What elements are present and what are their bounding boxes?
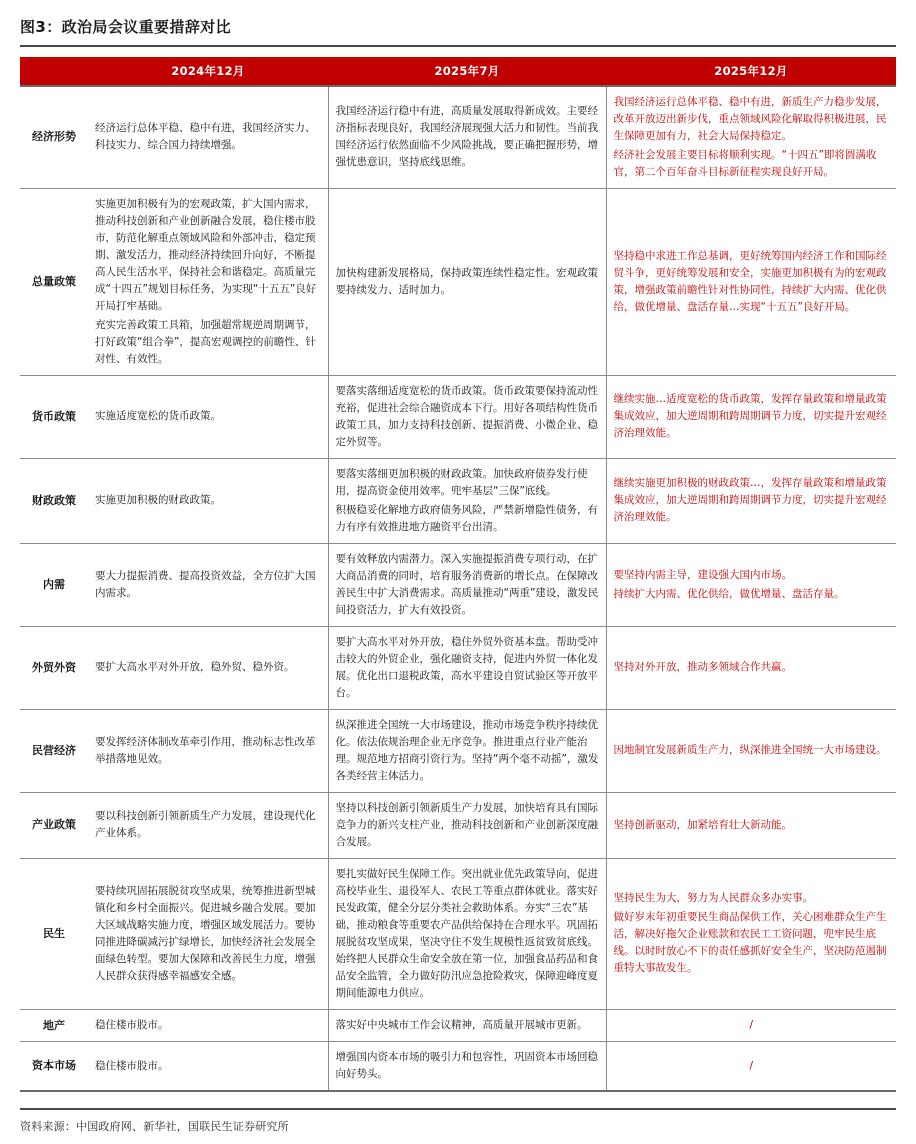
table-row	[20, 375, 896, 458]
cell-1-col3	[606, 188, 896, 375]
cell-paragraph: 坚持对外开放，推动多领域合作共赢。	[613, 661, 792, 673]
cell-paragraph: 实施适度宽松的货币政策。	[95, 410, 221, 422]
row-label-4: 内需	[20, 543, 88, 626]
cell-10-col1	[88, 1042, 328, 1092]
policy-comparison-table	[20, 57, 896, 1093]
cell-paragraph: /	[749, 1018, 754, 1031]
cell-paragraph: 加快构建新发展格局，保持政策连续性稳定性。宏观政策要持续发力、适时加力。	[335, 266, 598, 296]
cell-paragraph: 要发挥经济体制改革牵引作用，推动标志性改革举措落地见效。	[95, 735, 316, 765]
column-header-2025-12: 2025年12月	[606, 57, 896, 86]
cell-paragraph: 经济运行总体平稳、稳中有进，我国经济实力、科技实力、综合国力持续增强。	[95, 122, 316, 151]
cell-7-col3	[606, 792, 896, 858]
cell-paragraph: 要扩大高水平对外开放，稳外贸、稳外资。	[95, 661, 295, 673]
cell-5-col3	[606, 626, 896, 709]
cell-7-col1	[88, 792, 328, 858]
cell-0-col2	[328, 86, 606, 189]
row-label-0: 经济形势	[20, 86, 88, 189]
cell-paragraph: 继续实施更加积极的财政政策…，发挥存量政策和增量政策集成效应，加大逆周期和跨周期调节力度，切实提升宏观经济治理效能。	[613, 477, 887, 523]
cell-paragraph: 坚持创新驱动，加紧培育壮大新动能。	[613, 818, 792, 831]
row-label-9: 地产	[20, 1009, 88, 1042]
column-header-2025-07: 2025年7月	[328, 57, 606, 86]
cell-paragraph: 继续实施…适度宽松的货币政策，发挥存量政策和增量政策集成效应，加大逆周期和跨周期调节力度，切实提升宏观经济治理效能。	[613, 393, 887, 439]
cell-paragraph: 实施更加积极有为的宏观政策，扩大国内需求，推动科技创新和产业创新融合发展，稳住楼市股市，防范化解重点领域风险和外部冲击，稳定预期、激发活力，推动经济持续回升向好，不断提高人民生活水平，保持社会和谐稳定。高质量完成“十四五”规划目标任务，为实现“十五五”良好开局打牢基础。	[95, 197, 317, 312]
cell-3-col1	[88, 458, 328, 543]
row-label-5: 外贸外资	[20, 626, 88, 709]
cell-7-col2	[328, 792, 606, 858]
cell-paragraph: 稳住楼市股市。	[95, 1059, 169, 1072]
cell-paragraph: /	[749, 1059, 754, 1072]
cell-paragraph: 纵深推进全国统一大市场建设，推动市场竞争秩序持续优化。依法依规治理企业无序竞争。推进重点行业产能治理。规范地方招商引资行为。坚持“两个毫不动摇”，激发各类经营主体活力。	[335, 718, 599, 782]
cell-paragraph: 做好岁末年初重要民生商品保供工作，关心困难群众生产生活，解决好拖欠企业账款和农民工工资问题，兜牢民生底线。以时时放心不下的责任感抓好安全生产，坚决防范遏制重特大事故发生。	[613, 911, 887, 974]
table-row	[20, 86, 896, 189]
cell-0-col1	[88, 86, 328, 189]
cell-2-col2	[328, 375, 606, 458]
cell-8-col2	[328, 858, 606, 1009]
cell-6-col2	[328, 709, 606, 792]
table-header	[20, 57, 896, 86]
cell-3-col2	[328, 458, 606, 543]
cell-paragraph: 稳住楼市股市。	[95, 1018, 169, 1031]
source-note: 资料来源：中国政府网、新华社，国联民生证券研究所	[20, 1120, 289, 1134]
cell-10-col3	[606, 1042, 896, 1092]
row-label-10: 资本市场	[20, 1042, 88, 1092]
cell-5-col1	[88, 626, 328, 709]
cell-paragraph: 要有效释放内需潜力。深入实施提振消费专项行动，在扩大商品消费的同时，培育服务消费新的增长点。在保障改善民生中扩大消费需求。高质量推动“两重”建设，激发民间投资活力，扩大有效投资。	[335, 552, 599, 616]
cell-paragraph: 落实好中央城市工作会议精神，高质量开展城市更新。	[335, 1018, 588, 1031]
cell-4-col2	[328, 543, 606, 626]
table-body	[20, 86, 896, 1092]
cell-paragraph: 积极稳妥化解地方政府债务风险，严禁新增隐性债务，有力有序有效推进地方融资平台出清。	[335, 503, 598, 533]
page-title: 图3：政治局会议重要措辞对比	[20, 18, 232, 36]
cell-paragraph: 要落实落细更加积极的财政政策。加快政府债券发行使用，提高资金使用效率。兜牢基层“三保”底线。	[335, 467, 588, 497]
table-row	[20, 543, 896, 626]
cell-paragraph: 我国经济运行稳中有进，高质量发展取得新成效。主要经济指标表现良好，我国经济展现强大活力和韧性。当前我国经济运行依然面临不少风险挑战，要正确把握形势，增强忧患意识，坚持底线思维。	[335, 105, 598, 168]
column-header-2024-12: 2024年12月	[88, 57, 328, 86]
cell-paragraph: 要扎实做好民生保障工作。突出就业优先政策导向，促进高校毕业生、退役军人、农民工等重点群体就业。落实好民发政策，健全分层分类社会救助体系。夯实“三农”基础，推动粮食等重要农产品供给保持在合理水平。巩固拓展脱贫攻坚成果，坚决守住不发生规模性返贫致贫底线。始终把人民群众生命安全放在第一位，加强食品药品和食品安全监管，全力做好防汛应急抢险救灾，保障迎峰度夏期间能源电力供应。	[335, 867, 598, 999]
cell-paragraph: 实施更加积极的财政政策。	[95, 494, 221, 506]
cell-paragraph: 要扩大高水平对外开放，稳住外贸外资基本盘。帮助受冲击较大的外贸企业，强化融资支持，促进内外贸一体化发展。优化出口退税政策，高水平建设自贸试验区等开放平台。	[335, 635, 598, 699]
cell-9-col1	[88, 1009, 328, 1042]
cell-9-col2	[328, 1009, 606, 1042]
cell-2-col1	[88, 375, 328, 458]
cell-3-col3	[606, 458, 896, 543]
cell-4-col1	[88, 543, 328, 626]
table-row	[20, 626, 896, 709]
cell-10-col2	[328, 1042, 606, 1092]
table-row	[20, 1042, 896, 1092]
cell-6-col1	[88, 709, 328, 792]
table-header-row	[20, 57, 896, 86]
cell-1-col2	[328, 188, 606, 375]
column-header-label	[20, 57, 88, 86]
table-row	[20, 1009, 896, 1042]
row-label-8: 民生	[20, 858, 88, 1009]
cell-paragraph: 要大力提振消费、提高投资效益，全方位扩大国内需求。	[95, 569, 316, 599]
table-row	[20, 458, 896, 543]
cell-5-col2	[328, 626, 606, 709]
row-label-2: 货币政策	[20, 375, 88, 458]
cell-paragraph: 坚持以科技创新引领新质生产力发展，加快培育具有国际竞争力的新兴支柱产业，推动科技创新和产业创新深度融合发展。	[335, 801, 598, 848]
cell-8-col3	[606, 858, 896, 1009]
cell-1-col1	[88, 188, 328, 375]
cell-4-col3	[606, 543, 896, 626]
figure-title-block	[20, 14, 896, 47]
cell-paragraph: 要落实落细适度宽松的货币政策。货币政策要保持流动性充裕，促进社会综合融资成本下行。用好各项结构性货币政策工具，加力支持科技创新、提振消费、小微企业、稳定外贸等。	[335, 384, 598, 448]
row-label-6: 民营经济	[20, 709, 88, 792]
row-label-7: 产业政策	[20, 792, 88, 858]
cell-paragraph: 因地制宜发展新质生产力，纵深推进全国统一大市场建设。	[613, 744, 887, 756]
cell-paragraph: 持续扩大内需、优化供给，做优增量、盘活存量。	[613, 587, 845, 600]
cell-2-col3	[606, 375, 896, 458]
row-label-3: 财政政策	[20, 458, 88, 543]
cell-paragraph: 要持续巩固拓展脱贫攻坚成果，统筹推进新型城镇化和乡村全面振兴。促进城乡融合发展。要加大区域战略实施力度，增强区域发展活力。要协同推进降碳减污扩绿增长，加快经济社会发展全面绿色转型。要加大保障和改善民生力度，增强人民群众获得感幸福感安全感。	[95, 884, 316, 982]
cell-paragraph: 充实完善政策工具箱，加强超常规逆周期调节，打好政策“组合拳”，提高宏观调控的前瞻性、针对性、有效性。	[95, 318, 316, 365]
figure-footer	[20, 1108, 896, 1134]
cell-paragraph: 增强国内资本市场的吸引力和包容性，巩固资本市场回稳向好势头。	[335, 1051, 598, 1081]
cell-paragraph: 我国经济运行总体平稳、稳中有进，新质生产力稳步发展，改革开放迈出新步伐，重点领域风险化解取得积极进展，民生保障更加有力，社会大局保持稳定。	[613, 95, 887, 142]
table-row	[20, 709, 896, 792]
cell-paragraph: 坚持稳中求进工作总基调，更好统筹国内经济工作和国际经贸斗争，更好统筹发展和安全，实施更加积极有为的宏观政策，增强政策前瞻性针对性协同性，持续扩大内需、优化供给，做优增量、盘活存量…实现“十五五”良好开局。	[613, 249, 887, 313]
cell-paragraph: 经济社会发展主要目标将顺利实现。“十四五”即将圆满收官，第二个百年奋斗目标新征程实现良好开局。	[613, 148, 877, 178]
table-row	[20, 792, 896, 858]
table-row	[20, 188, 896, 375]
cell-6-col3	[606, 709, 896, 792]
cell-0-col3	[606, 86, 896, 189]
cell-paragraph: 要以科技创新引领新质生产力发展，建设现代化产业体系。	[95, 810, 316, 839]
row-label-1: 总量政策	[20, 188, 88, 375]
cell-9-col3	[606, 1009, 896, 1042]
table-row	[20, 858, 896, 1009]
cell-paragraph: 坚持民生为大，努力为人民群众多办实事。	[613, 892, 813, 904]
cell-paragraph: 要坚持内需主导，建设强大国内市场。	[613, 568, 792, 581]
cell-8-col1	[88, 858, 328, 1009]
